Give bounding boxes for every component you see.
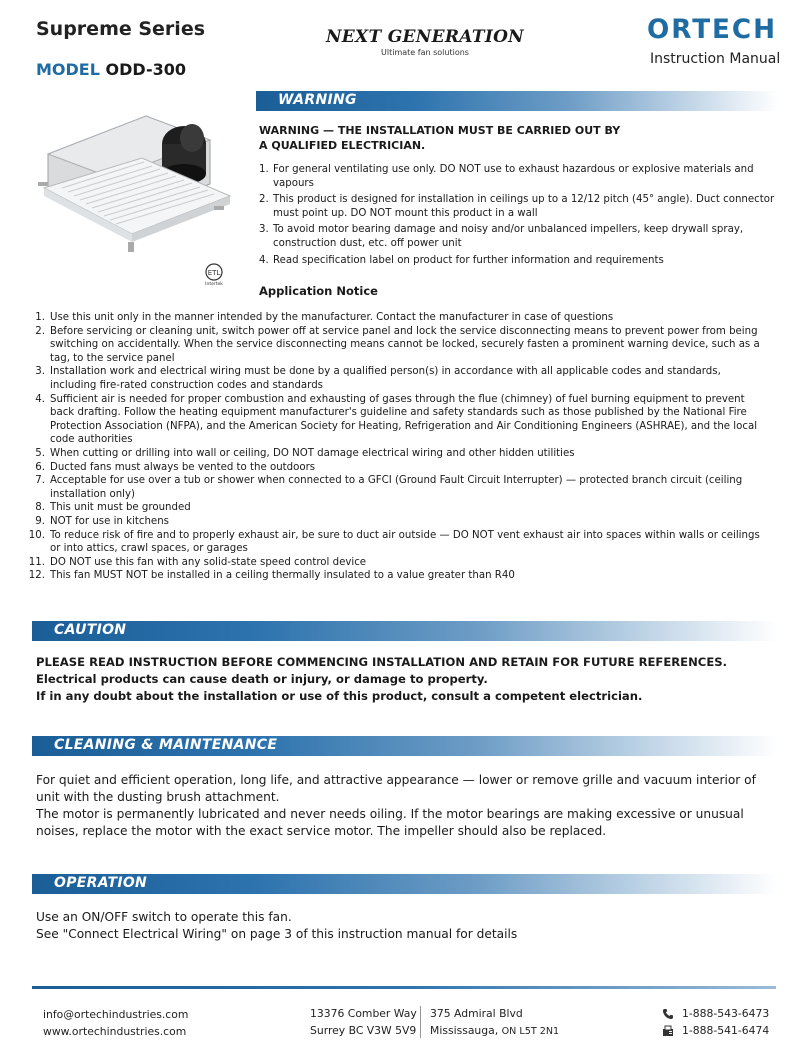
warning-list — [259, 163, 779, 270]
address-city: Mississauga, — [430, 1024, 499, 1037]
document-type: Instruction Manual — [650, 51, 781, 67]
footer-website[interactable]: www.ortechindustries.com — [43, 1025, 187, 1038]
warning-lead-line: A QUALIFIED ELECTRICIAN. — [259, 139, 426, 152]
list-item: 9. NOT for use in kitchens — [35, 515, 169, 527]
operation-line: Use an ON/OFF switch to operate this fan. — [36, 910, 292, 924]
ortech-logo-text: ORTECH — [647, 14, 777, 42]
phone-row — [662, 1005, 769, 1022]
footer-email[interactable]: info@ortechindustries.com — [43, 1008, 189, 1021]
phone-number[interactable]: 1-888-543-6473 — [682, 1007, 770, 1020]
caution-line: If in any doubt about the installation or use of this product, consult a competent electrician. — [36, 689, 643, 703]
cleaning-paragraph: The motor is permanently lubricated and never needs oiling. If the motor bearings are making excessive or unusual noises, replace the motor with the exact service motor. The impeller should also be replaced. — [36, 807, 744, 838]
address-line: 13376 Comber Way — [310, 1007, 417, 1020]
list-item: 1. For general ventilating use only. DO NOT use to exhaust hazardous or explosive materials and vapours — [259, 164, 754, 189]
footer-contact — [43, 1006, 188, 1040]
operation-title: OPERATION — [54, 875, 148, 891]
footer-phones — [662, 1005, 769, 1039]
warning-title: WARNING — [278, 92, 357, 108]
warning-section-bar — [256, 91, 778, 111]
operation-section-bar — [32, 874, 778, 894]
product-image — [34, 96, 244, 286]
model-label: MODEL — [36, 60, 100, 79]
cleaning-paragraph: For quiet and efficient operation, long life, and attractive appearance — lower or remove grille and vacuum interior of unit with the dusting brush attachment. — [36, 773, 756, 804]
list-item: 3. To avoid motor bearing damage and noisy and/or unbalanced impellers, keep drywall spray, construction dust, etc. off power unit — [259, 224, 744, 249]
next-generation-subtitle: Ultimate fan solutions — [381, 48, 469, 57]
footer-address-mississauga — [430, 1005, 559, 1040]
caution-line: Electrical products can cause death or injury, or damage to property. — [36, 672, 488, 686]
fax-icon — [662, 1025, 674, 1037]
warning-lead-line: WARNING — THE INSTALLATION MUST BE CARRIED OUT BY — [259, 124, 621, 137]
svg-text:ETL: ETL — [207, 269, 221, 277]
cleaning-title: CLEANING & MAINTENANCE — [54, 737, 278, 753]
next-generation-title: NEXT GENERATION — [325, 27, 525, 47]
caution-title: CAUTION — [54, 622, 127, 638]
application-notice-title: Application Notice — [259, 284, 378, 298]
address-postal: ON L5T 2N1 — [501, 1026, 560, 1037]
certification-mark-text: Intertek — [205, 282, 223, 286]
list-item: 4. Read specification label on product for further information and requirements — [259, 254, 664, 266]
list-item: 12. This fan MUST NOT be installed in a ceiling thermally insulated to a value greater than R40 — [28, 570, 515, 582]
list-item: 7. Acceptable for use over a tub or shower when connected to a GFCI (Ground Fault Circuit Interrupter) — protected branch circuit (ceiling installation only) — [35, 475, 743, 500]
warning-lead — [259, 123, 759, 153]
address-line: 375 Admiral Blvd — [430, 1007, 523, 1020]
address-line: Surrey BC V3W 5V9 — [310, 1024, 417, 1037]
list-item: 3. Installation work and electrical wiring must be done by a qualified person(s) in accordance with all applicable codes and standards, including fire-rated construction codes and standards — [35, 366, 721, 391]
cleaning-text — [36, 772, 756, 840]
series-title: Supreme Series — [36, 18, 206, 40]
certification-mark-icon — [205, 264, 223, 286]
list-item: 10. To reduce risk of fire and to properly exhaust air, be sure to duct air outside — DO NOT vent exhaust air into spaces within walls or ceilings or into attics, crawl spaces, or garages — [28, 529, 760, 555]
footer-divider — [32, 986, 776, 989]
list-item: 2. Before servicing or cleaning unit, switch power off at service panel and lock the service disconnecting means to prevent power from being switching on accidentally. When the service disconnecting means cannot be locked, securely fasten a prominent warning device, such as a tag, to the service panel — [35, 325, 760, 364]
fax-number: 1-888-541-6474 — [682, 1024, 770, 1037]
list-item: 8. This unit must be grounded — [35, 502, 191, 514]
list-item: 11. DO NOT use this fan with any solid-state speed control device — [28, 556, 367, 568]
application-list — [28, 311, 768, 583]
caution-section-bar — [32, 621, 778, 641]
phone-icon — [662, 1008, 674, 1020]
operation-text — [36, 909, 756, 943]
list-item: 1. Use this unit only in the manner intended by the manufacturer. Contact the manufacturer in case of questions — [35, 312, 614, 323]
footer-address-surrey — [310, 1005, 417, 1039]
list-item: 6. Ducted fans must always be vented to the outdoors — [35, 461, 316, 473]
list-item: 4. Sufficient air is needed for proper combustion and exhausting of gases through the flue (chimney) of fuel burning equipment to prevent back drafting. Follow the heating equipment manufacturer's guideline and safety standards such as those published by the National Fire Protection Association (NFPA), and the American Society for Heating, Refrigeration and Air Conditioning Engineers (ASHRAE), and the local code authorities — [35, 393, 758, 446]
next-generation-mark — [300, 27, 550, 57]
list-item: 2. This product is designed for installation in ceilings up to a 12/12 pitch (45° angle). Duct connector must point up. DO NOT mount this product in a wall — [259, 194, 775, 219]
model-line — [36, 60, 186, 79]
address-line — [430, 1022, 559, 1040]
model-number: ODD-300 — [105, 60, 187, 79]
operation-line: See "Connect Electrical Wiring" on page 3 of this instruction manual for details — [36, 927, 518, 941]
cleaning-section-bar — [32, 736, 778, 756]
footer-separator — [420, 1006, 421, 1038]
fax-row — [662, 1022, 769, 1039]
caution-line: PLEASE READ INSTRUCTION BEFORE COMMENCING INSTALLATION AND RETAIN FOR FUTURE REFERENCES. — [36, 655, 727, 669]
ortech-logo — [646, 14, 778, 42]
caution-text — [36, 654, 776, 705]
list-item: 5. When cutting or drilling into wall or ceiling, DO NOT damage electrical wiring and other hidden utilities — [35, 447, 575, 459]
